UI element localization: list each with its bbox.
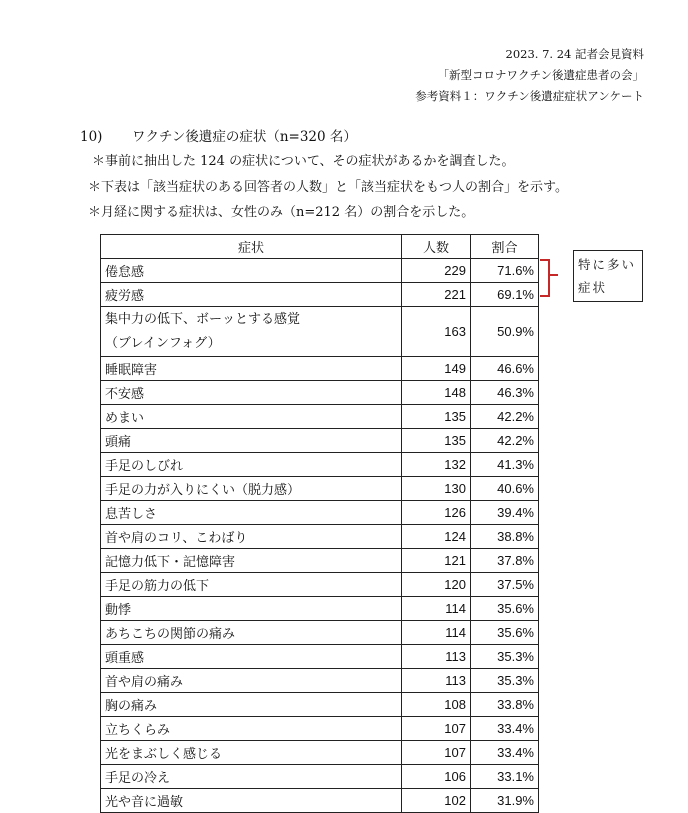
section-number: 10) <box>80 129 103 145</box>
symptom-name: 息苦しさ <box>101 501 402 525</box>
symptom-count: 102 <box>402 789 471 813</box>
symptom-count: 107 <box>402 717 471 741</box>
table-row <box>101 549 539 573</box>
symptom-count: 130 <box>402 477 471 501</box>
symptom-count: 221 <box>402 283 471 307</box>
symptom-percentage: 33.8% <box>471 693 539 717</box>
symptom-count: 107 <box>402 741 471 765</box>
symptom-count: 108 <box>402 693 471 717</box>
symptom-percentage: 33.4% <box>471 741 539 765</box>
symptom-percentage: 39.4% <box>471 501 539 525</box>
header-org-line: 「新型コロナワクチン後遺症患者の会」 <box>437 68 644 82</box>
symptom-count: 114 <box>402 597 471 621</box>
symptom-name: 光をまぶしく感じる <box>101 741 402 765</box>
symptom-count: 120 <box>402 573 471 597</box>
symptom-name-line1: 集中力の低下、ボーッとする感覚 <box>105 311 301 327</box>
symptom-count: 114 <box>402 621 471 645</box>
symptom-name: 記憶力低下・記憶障害 <box>101 549 402 573</box>
symptom-count: 135 <box>402 405 471 429</box>
symptom-count: 121 <box>402 549 471 573</box>
callout-box <box>573 250 643 302</box>
table-row <box>101 789 539 813</box>
table-row <box>101 405 539 429</box>
symptom-name: 手足の筋力の低下 <box>101 573 402 597</box>
symptom-percentage: 35.3% <box>471 669 539 693</box>
header-symptom: 症状 <box>101 235 402 259</box>
symptom-count: 106 <box>402 765 471 789</box>
symptom-count: 113 <box>402 645 471 669</box>
symptom-name: 立ちくらみ <box>101 717 402 741</box>
table-row <box>101 669 539 693</box>
note-table-description: ＊下表は「該当症状のある回答者の人数」と「該当症状をもつ人の割合」を示す。 <box>88 180 568 195</box>
table-row <box>101 621 539 645</box>
symptom-name: 首や肩のコリ、こわばり <box>101 525 402 549</box>
table-row <box>101 453 539 477</box>
table-row <box>101 645 539 669</box>
symptom-name: 首や肩の痛み <box>101 669 402 693</box>
table-row <box>101 597 539 621</box>
symptom-count: 229 <box>402 259 471 283</box>
symptom-name: めまい <box>101 405 402 429</box>
table-header-row <box>101 235 539 259</box>
table-row <box>101 307 539 357</box>
symptom-count: 149 <box>402 357 471 381</box>
table-row <box>101 381 539 405</box>
symptom-percentage: 41.3% <box>471 453 539 477</box>
symptom-percentage: 40.6% <box>471 477 539 501</box>
symptom-percentage: 46.3% <box>471 381 539 405</box>
section-heading <box>80 125 357 145</box>
symptom-name: 不安感 <box>101 381 402 405</box>
symptom-percentage: 37.8% <box>471 549 539 573</box>
header-date-line: 2023. 7. 24 記者会見資料 <box>505 47 644 61</box>
symptom-count: 135 <box>402 429 471 453</box>
symptom-count: 163 <box>402 307 471 357</box>
header-reference-line: 参考資料１：ワクチン後遺症症状アンケート <box>415 89 644 103</box>
section-title: ワクチン後遺症の症状（n=320 名） <box>132 129 357 145</box>
symptom-percentage: 35.6% <box>471 621 539 645</box>
symptom-percentage: 33.1% <box>471 765 539 789</box>
note-survey-method: ＊事前に抽出した 124 の症状について、その症状があるかを調査した。 <box>92 154 515 169</box>
symptom-count: 132 <box>402 453 471 477</box>
symptom-name: 胸の痛み <box>101 693 402 717</box>
symptom-percentage: 71.6% <box>471 259 539 283</box>
symptom-percentage: 38.8% <box>471 525 539 549</box>
symptom-name: 疲労感 <box>101 283 402 307</box>
callout-line2: 症状 <box>578 280 608 295</box>
symptom-percentage: 42.2% <box>471 405 539 429</box>
highlight-bracket <box>540 259 550 297</box>
symptom-percentage: 35.6% <box>471 597 539 621</box>
symptom-name: 睡眠障害 <box>101 357 402 381</box>
header-count: 人数 <box>402 235 471 259</box>
symptom-name-line2: （ブレインフォグ） <box>105 335 221 351</box>
symptom-count: 126 <box>402 501 471 525</box>
callout-line1: 特に多い <box>578 257 637 272</box>
symptom-percentage: 50.9% <box>471 307 539 357</box>
symptom-percentage: 37.5% <box>471 573 539 597</box>
symptom-name: 動悸 <box>101 597 402 621</box>
symptom-name: 手足のしびれ <box>101 453 402 477</box>
symptom-count: 124 <box>402 525 471 549</box>
symptom-name: 手足の力が入りにくい（脱力感） <box>101 477 402 501</box>
symptom-name: 手足の冷え <box>101 765 402 789</box>
symptom-percentage: 69.1% <box>471 283 539 307</box>
table-row <box>101 525 539 549</box>
symptom-percentage: 42.2% <box>471 429 539 453</box>
table-row <box>101 259 539 283</box>
symptom-table <box>100 234 539 813</box>
symptom-percentage: 33.4% <box>471 717 539 741</box>
symptom-percentage: 31.9% <box>471 789 539 813</box>
table-row <box>101 765 539 789</box>
symptom-name: 倦怠感 <box>101 259 402 283</box>
symptom-name <box>101 307 402 357</box>
symptom-name: 頭重感 <box>101 645 402 669</box>
table-row <box>101 477 539 501</box>
symptom-count: 113 <box>402 669 471 693</box>
symptom-name: 光や音に過敏 <box>101 789 402 813</box>
symptom-count: 148 <box>402 381 471 405</box>
table-row <box>101 501 539 525</box>
header-percentage: 割合 <box>471 235 539 259</box>
table-row <box>101 429 539 453</box>
table-row <box>101 357 539 381</box>
symptom-percentage: 35.3% <box>471 645 539 669</box>
table-row <box>101 741 539 765</box>
table-row <box>101 283 539 307</box>
table-row <box>101 693 539 717</box>
symptom-name: 頭痛 <box>101 429 402 453</box>
symptom-percentage: 46.6% <box>471 357 539 381</box>
table-row <box>101 573 539 597</box>
note-menstrual-symptoms: ＊月経に関する症状は、女性のみ（n=212 名）の割合を示した。 <box>88 205 475 220</box>
table-row <box>101 717 539 741</box>
symptom-name: あちこちの関節の痛み <box>101 621 402 645</box>
